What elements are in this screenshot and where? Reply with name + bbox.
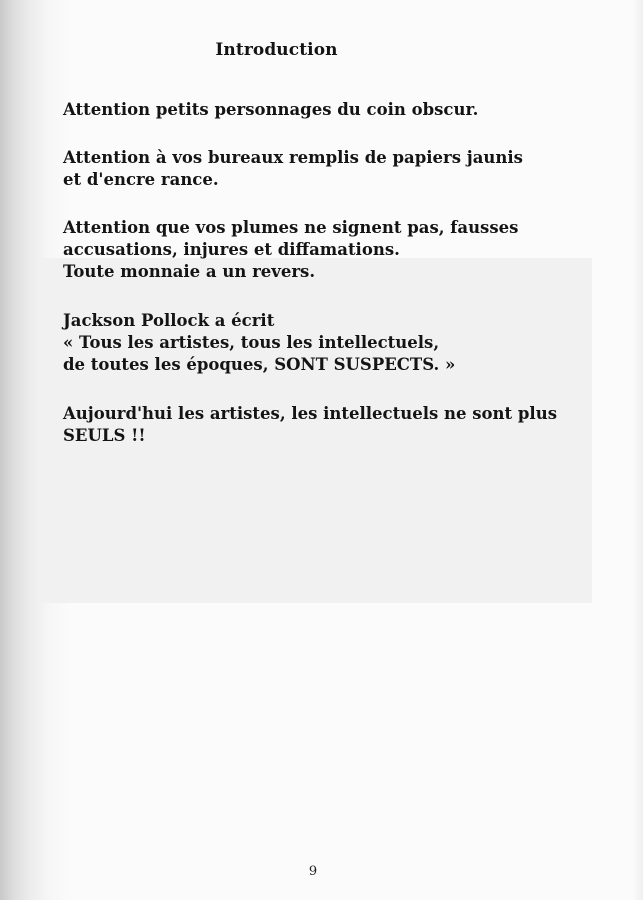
text-line: Attention que vos plumes ne signent pas, fausses xyxy=(63,218,519,237)
paragraph-1 xyxy=(63,99,593,121)
text-line: Toute monnaie a un revers. xyxy=(63,262,316,281)
text-line: accusations, injures et diffamations. xyxy=(63,240,400,259)
page-title: Introduction xyxy=(215,40,338,60)
page-number: 9 xyxy=(308,864,318,879)
text-line: Jackson Pollock a écrit xyxy=(63,311,275,330)
text-line: SEULS !! xyxy=(63,426,146,445)
text-line: « Tous les artistes, tous les intellectuels, xyxy=(63,333,440,352)
paragraph-5 xyxy=(63,403,593,447)
paragraph-3 xyxy=(63,217,593,283)
text-line: et d'encre rance. xyxy=(63,170,219,189)
page-edge xyxy=(633,0,643,900)
paragraph-2 xyxy=(63,147,593,191)
paragraph-4 xyxy=(63,310,593,376)
text-line: de toutes les époques, SONT SUSPECTS. » xyxy=(63,355,456,374)
text-line: Aujourd'hui les artistes, les intellectuels ne sont plus xyxy=(63,404,557,423)
text-line: Attention petits personnages du coin obscur. xyxy=(63,100,479,119)
text-line: Attention à vos bureaux remplis de papiers jaunis xyxy=(63,148,523,167)
